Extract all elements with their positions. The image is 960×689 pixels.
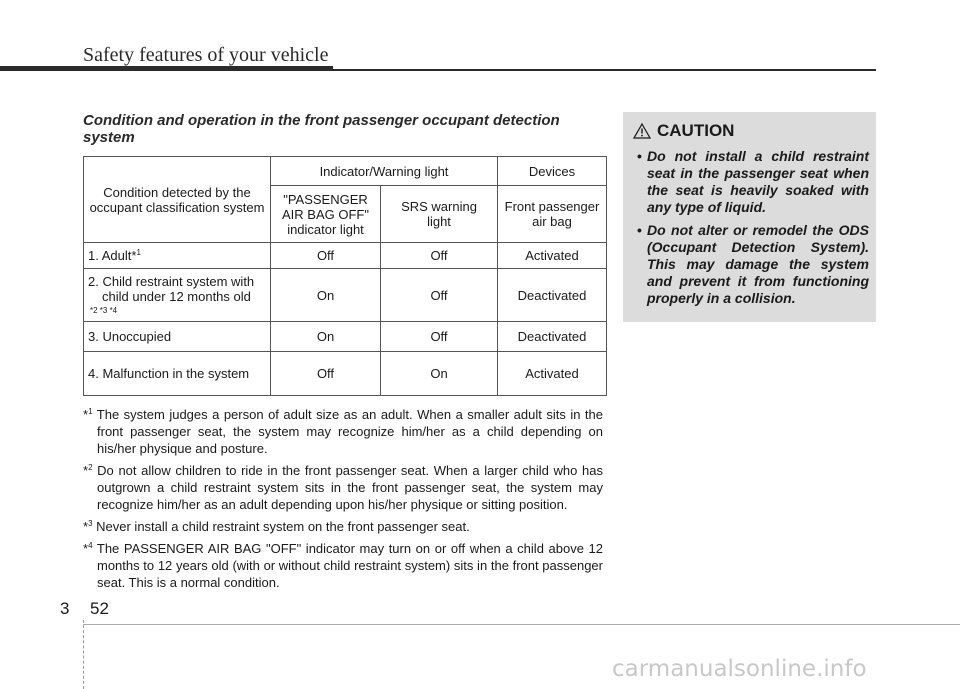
- header-condition-label: Condition detected by the occupant classification system: [89, 184, 265, 215]
- bullet: •: [637, 222, 642, 238]
- row-airbag-state: Activated: [498, 243, 607, 269]
- subheader-srs-line: SRS warning: [401, 199, 477, 214]
- caution-item-text: Do not alter or remodel the ODS (Occupant Detection System). This may damage the system and prevent it from functioning properly in a collision.: [647, 222, 869, 306]
- page-header-title: Safety features of your vehicle: [83, 44, 329, 66]
- header-devices-label: Devices: [528, 163, 576, 179]
- row-condition-text: 1. Adult*: [88, 248, 137, 263]
- footnote-text: The PASSENGER AIR BAG "OFF" indicator may turn on or off when a child above 12 months to 12 years old (with or without child restraint system) sits in the front passenger seat. This is a normal condition.: [96, 541, 603, 590]
- row-condition-text: 4. Malfunction in the system: [88, 366, 250, 381]
- caution-box: [623, 112, 876, 322]
- footnote-text: The system judges a person of adult size as an adult. When a smaller adult sits in the front passenger seat, the system may recognize him/her as a child depending on his/her physique and posture.: [96, 407, 603, 456]
- bullet: •: [637, 148, 642, 164]
- watermark-text: carmanualsonline.info: [612, 656, 867, 682]
- footnotes: [83, 406, 603, 596]
- table-row: [84, 322, 607, 352]
- condition-table: [83, 156, 607, 396]
- page-number: 52: [90, 599, 109, 618]
- row-condition: [84, 322, 271, 352]
- row-srs-light: Off: [381, 322, 498, 352]
- footnote-mark: 1: [136, 248, 141, 257]
- footer-divider: [83, 620, 85, 689]
- table-row: [84, 269, 607, 322]
- footnote-text: Never install a child restraint system on the front passenger seat.: [96, 519, 470, 534]
- footnote-text: Do not allow children to ride in the front passenger seat. When a larger child who has outgrown a child restraint system sits in the front passenger seat, the system may recognize him/her as an adult depending upon his/her physique or sitting position.: [97, 463, 603, 512]
- subheader-front-line: air bag: [532, 214, 572, 229]
- footnote-marker: *$^4$: [83, 541, 93, 556]
- row-srs-light: Off: [381, 269, 498, 322]
- table-row: [84, 352, 607, 396]
- footnote-marker: *$^3$: [83, 519, 93, 534]
- subheader-passenger-line: indicator light: [287, 221, 364, 237]
- row-passenger-indicator: On: [271, 322, 381, 352]
- row-passenger-indicator: Off: [271, 352, 381, 396]
- row-srs-light: Off: [381, 243, 498, 269]
- row-condition: [84, 352, 271, 396]
- caution-item: [631, 222, 869, 307]
- row-srs-light: On: [381, 352, 498, 396]
- header-rule-thin: [333, 69, 876, 71]
- header-condition-cell: [84, 157, 271, 243]
- caution-list: [631, 148, 869, 313]
- caution-header: [633, 121, 734, 141]
- footnote: [83, 540, 603, 591]
- subheader-passenger-cell: [271, 186, 381, 243]
- warning-triangle-icon: [633, 123, 651, 139]
- row-condition-text: 2. Child restraint system with: [88, 274, 255, 289]
- subheader-passenger-line: "PASSENGER: [283, 191, 368, 207]
- table-row: [84, 243, 607, 269]
- row-condition-text: 3. Unoccupied: [88, 329, 172, 344]
- footnote: [83, 462, 603, 513]
- subheader-front-cell: [498, 186, 607, 243]
- row-condition: [84, 269, 271, 322]
- chapter-number: 3: [60, 599, 70, 618]
- header-rule-thick: [0, 66, 333, 71]
- footnote: [83, 406, 603, 457]
- row-condition-text: child under 12 months old: [102, 289, 251, 304]
- row-passenger-indicator: Off: [271, 243, 381, 269]
- footnote-marker: *$^1$: [83, 407, 93, 422]
- section-heading: Condition and operation in the front passenger occupant detection system: [83, 112, 560, 146]
- caution-item-text: Do not install a child restraint seat in the passenger seat when the seat is heavily soaked with any type of liquid.: [647, 148, 869, 215]
- subheader-srs-line: light: [427, 214, 451, 229]
- subheader-passenger-line: AIR BAG OFF": [282, 206, 369, 222]
- subheader-front-line: Front passenger: [504, 199, 600, 214]
- row-airbag-state: Activated: [498, 352, 607, 396]
- row-condition: [84, 243, 271, 269]
- footnote-marks: *2 *3 *4: [90, 306, 118, 315]
- row-airbag-state: Deactivated: [498, 322, 607, 352]
- footer-rule: [83, 624, 960, 625]
- header-indicator-label: Indicator/Warning light: [319, 163, 449, 179]
- footnote: [83, 518, 603, 535]
- caution-title: CAUTION: [657, 121, 735, 140]
- caution-item: [631, 148, 869, 216]
- header-devices-cell: [498, 157, 607, 186]
- subheader-srs-cell: [381, 186, 498, 243]
- row-airbag-state: Deactivated: [498, 269, 607, 322]
- row-passenger-indicator: On: [271, 269, 381, 322]
- header-indicator-cell: [271, 157, 498, 186]
- footnote-marker: *$^2$: [83, 463, 93, 478]
